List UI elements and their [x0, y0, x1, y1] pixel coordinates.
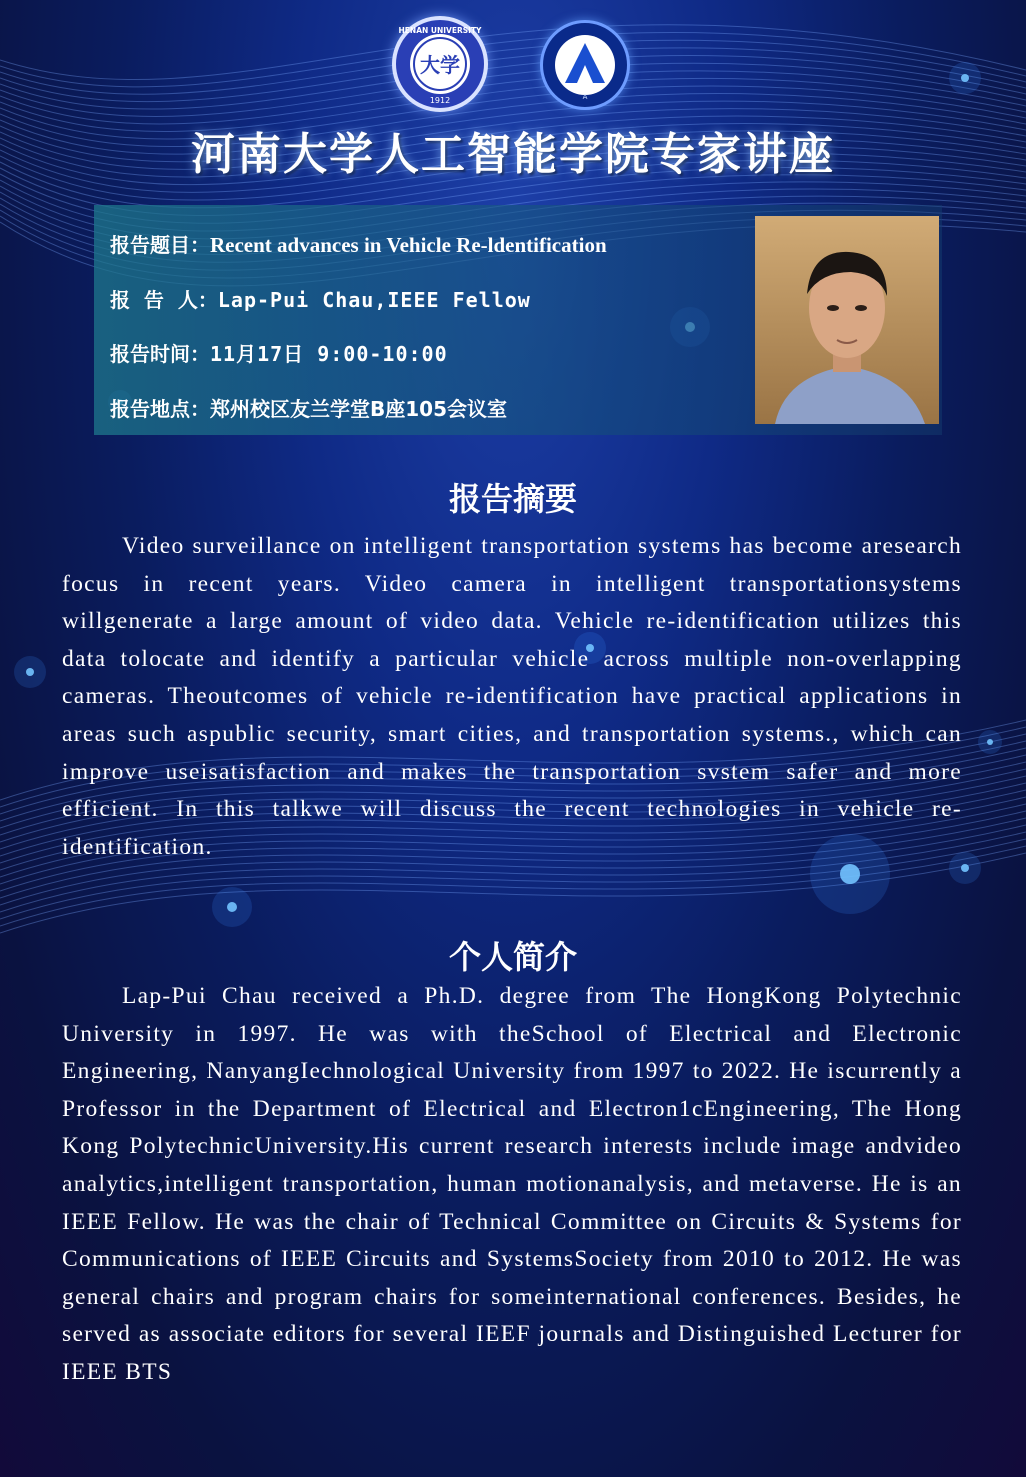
abstract-heading: 报告摘要: [448, 480, 577, 518]
speaker-row: [110, 284, 531, 313]
wave-line: [0, 33, 1026, 87]
location-value: 郑州校区友兰学堂B座105会议室: [210, 397, 507, 421]
logo-mark: A: [582, 93, 588, 101]
henan-university-logo: [392, 16, 488, 112]
glow-halo: [978, 730, 1002, 754]
glow-halo: [212, 887, 252, 927]
page-title: 河南大学人工智能学院专家讲座: [191, 129, 835, 180]
logo-ring-text: HENAN UNIVERSITY: [398, 26, 482, 35]
topic-value: Recent advances in Vehicle Re-ldentification: [210, 233, 607, 257]
location-row: [110, 393, 507, 422]
speaker-value: Lap-Pui Chau,IEEE Fellow: [217, 288, 531, 312]
speaker-label: 报 告 人：: [110, 288, 218, 312]
time-value: 11月17日 9:00-10:00: [210, 342, 448, 366]
logo-center-text: 大学: [420, 53, 460, 77]
bio-heading: 个人简介: [448, 938, 577, 976]
bio-text: Lap-Pui Chau received a Ph.D. degree from The HongKong Polytechnic University in 1997. He was with theSchool of Electrical and Electronic Engineering, NanyangIechnological University from 1997 to 2022. He iscurrently a Professor in the Department of Electrical and Electron1cEngineering, The Hong Kong PolytechnicUniversity.His current research interests include image andvideo analytics,intelligent transportation, human motionanalysis, and metaverse. He is an IEEE Fellow. He was the chair of Technical Committee on Circuits & Systems for Communications of IEEE Circuits and SystemsSociety from 2010 to 2012. He was general chairs and program chairs for someinternational conferences. Besides, he served as associate editors for several IEEF journals and Distinguished Lecturer for IEEE BTS: [62, 983, 962, 1385]
time-label: 报告时间：: [110, 342, 210, 366]
location-label: 报告地点：: [110, 397, 210, 421]
logo-year: 1912: [429, 96, 451, 105]
topic-row: [110, 229, 607, 258]
abstract-text: Video surveillance on intelligent transportation systems has become aresearch focus in recent years. Video camera in intelligent transportationsystems willgenerate a large amount of video data. Vehicle re-identification utilizes this data tolocate and identify a particular vehicle across multiple non-overlapping cameras. Theoutcomes of vehicle re-identification have practical applications in areas such aspublic security, smart cities, and transportation systems., which can improve useisatisfaction and makes the transportation svstem safer and more efficient. In this talkwe will discuss the recent technologies in vehicle re-identification.: [62, 533, 962, 860]
wave-line: [0, 25, 1026, 80]
topic-label: 报告题目：: [110, 233, 210, 257]
glow-halo: [14, 656, 46, 688]
speaker-photo: [755, 216, 939, 424]
wave-line: [0, 48, 1026, 102]
ai-school-logo: [540, 20, 630, 110]
time-row: [110, 338, 448, 367]
glow-halo: [949, 62, 981, 94]
